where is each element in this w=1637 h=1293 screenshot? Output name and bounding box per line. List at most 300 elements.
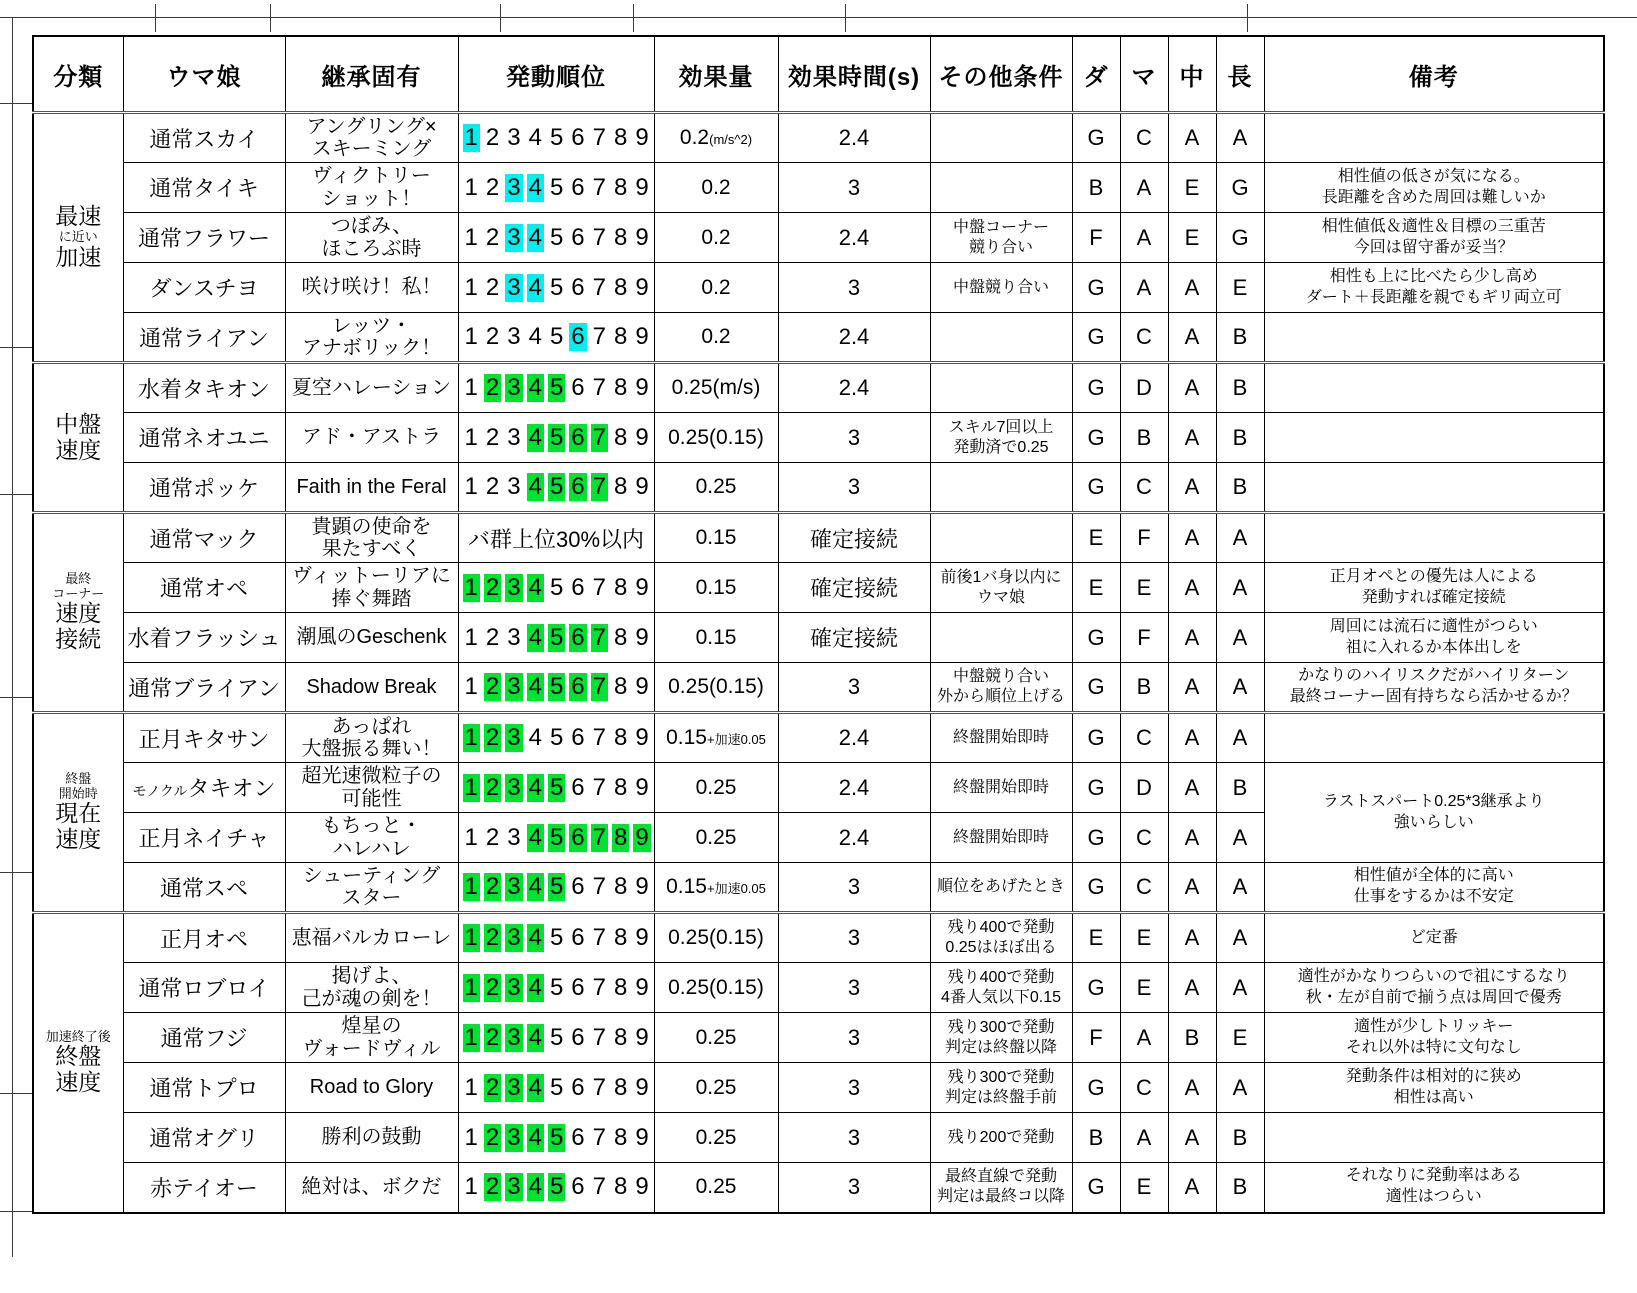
order-digit: 8 (614, 823, 628, 851)
text-part: 0.2 (679, 126, 710, 149)
aptitude-cell: G (1072, 613, 1120, 663)
aptitude-cell: A (1168, 963, 1216, 1013)
aptitude-cell: A (1216, 563, 1264, 613)
aptitude-cell: F (1120, 513, 1168, 563)
activation-order-cell (458, 713, 654, 763)
effect-time-cell: 確定接続 (778, 563, 930, 613)
order-digit: 8 (614, 374, 628, 401)
skill-name-line: シューティング (302, 864, 441, 887)
aptitude-cell: A (1216, 663, 1264, 713)
skill-name-line: 超光速微粒子の (301, 765, 442, 788)
order-digit: 5 (549, 823, 564, 851)
aptitude-cell: F (1072, 213, 1120, 263)
condition-line: 0.25はほぼ出る (945, 939, 1057, 956)
uma-name-cell (123, 413, 285, 463)
order-digit: 8 (614, 173, 628, 201)
order-digit: 3 (507, 623, 521, 651)
order-digit: 9 (635, 124, 649, 151)
text-part: 通常フラワー (137, 226, 270, 251)
order-digit: 5 (549, 623, 564, 651)
table-row (33, 913, 1604, 963)
effect-amount-cell (654, 163, 778, 213)
remark-line: ダート＋長距離を親でもギリ両立可 (1305, 288, 1562, 306)
order-digit: 4 (528, 1173, 542, 1201)
order-digit: 6 (571, 124, 585, 151)
aptitude-cell: B (1216, 1113, 1264, 1163)
condition-cell (930, 713, 1072, 763)
text-part: +加速0.05 (706, 881, 766, 896)
order-digit: 8 (614, 623, 628, 651)
effect-time-cell: 3 (778, 1013, 930, 1063)
text-part: 赤テイオー (150, 1175, 258, 1201)
order-digit: 4 (528, 124, 542, 151)
aptitude-cell: D (1120, 763, 1168, 813)
text-part: 通常マック (149, 526, 259, 552)
order-digit: 3 (507, 673, 521, 700)
group-label-line: 終盤 (65, 771, 92, 787)
skill-name-cell (285, 1013, 458, 1063)
order-digit: 3 (507, 773, 521, 801)
aptitude-cell: A (1168, 413, 1216, 463)
effect-amount-cell (654, 613, 778, 663)
activation-order-cell (458, 663, 654, 713)
column-header: 備考 (1264, 36, 1604, 113)
uma-name-cell (123, 713, 285, 763)
text-part: (m/s^2) (709, 132, 753, 147)
order-digit: 2 (485, 473, 500, 500)
gridline-top (0, 17, 1637, 18)
order-digit: 7 (592, 724, 607, 751)
text-part: 0.25 (695, 1175, 737, 1199)
remark-line: 相性も上に比べたら少し高め (1329, 267, 1538, 285)
uma-name-cell (123, 1163, 285, 1213)
condition-line: 残り400で発動 (947, 968, 1055, 986)
order-digit: 1 (464, 423, 478, 451)
uma-name-cell (123, 1013, 285, 1063)
table-row (33, 863, 1604, 913)
order-text: バ群上位30%以内 (467, 526, 645, 552)
text-part: 0.25 (695, 825, 737, 849)
order-digit: 1 (464, 924, 478, 951)
order-digit: 7 (592, 223, 607, 251)
order-digit: 9 (635, 223, 649, 251)
gridline-left (12, 17, 13, 1257)
order-digit: 9 (635, 573, 649, 601)
remark-cell (1264, 113, 1604, 163)
skill-name-cell (285, 963, 458, 1013)
order-digit: 8 (614, 724, 628, 751)
aptitude-cell: E (1216, 263, 1264, 313)
gridline-tick (0, 494, 32, 495)
order-digit: 7 (592, 423, 607, 451)
uma-name-cell (123, 513, 285, 563)
effect-time-cell: 2.4 (778, 813, 930, 863)
effect-amount-cell (654, 313, 778, 363)
order-digit: 6 (571, 1073, 585, 1101)
order-digit: 2 (485, 823, 500, 851)
condition-cell (930, 413, 1072, 463)
condition-cell (930, 563, 1072, 613)
aptitude-cell: G (1072, 313, 1120, 363)
table-row (33, 563, 1604, 613)
header-row (33, 36, 1604, 113)
effect-amount-cell (654, 513, 778, 563)
effect-time-cell: 3 (778, 463, 930, 513)
activation-order-cell (458, 763, 654, 813)
remark-cell (1264, 563, 1604, 613)
text-part: 通常ネオユニ (138, 426, 270, 451)
activation-order-cell (458, 413, 654, 463)
effect-time-cell: 3 (778, 663, 930, 713)
effect-amount-cell (654, 1163, 778, 1213)
skill-name-line: ショット！ (321, 187, 422, 210)
order-digit: 8 (614, 573, 628, 601)
skill-name-line: もちっと・ (321, 815, 422, 838)
remark-line: 祖に入れるか本体出しを (1345, 638, 1522, 656)
remark-cell (1264, 463, 1604, 513)
order-digit: 6 (571, 773, 585, 801)
text-part: 通常スペ (159, 875, 248, 901)
text-part: 通常トプロ (149, 1076, 259, 1101)
aptitude-cell: C (1120, 463, 1168, 513)
condition-line: 残り200で発動 (947, 1128, 1055, 1146)
skill-name-line: レッツ・ (331, 314, 412, 337)
text-part: タキオン (187, 776, 276, 801)
effect-time-cell: 3 (778, 163, 930, 213)
order-digit: 2 (485, 623, 500, 651)
order-digit: 9 (635, 623, 649, 651)
order-digit: 3 (507, 873, 521, 900)
order-digit: 6 (571, 673, 585, 700)
table-row (33, 413, 1604, 463)
text-part: 通常ブライアン (128, 675, 280, 701)
order-digit: 3 (507, 1123, 521, 1151)
order-digit: 3 (507, 1073, 521, 1101)
group-label-cell (33, 713, 123, 913)
skill-table (32, 35, 1605, 1214)
text-part: 通常フジ (160, 1026, 248, 1051)
order-digit: 5 (549, 124, 564, 151)
remark-cell (1264, 1013, 1604, 1063)
condition-line: 終盤開始即時 (952, 778, 1049, 796)
table-row (33, 313, 1604, 363)
aptitude-cell: B (1216, 413, 1264, 463)
aptitude-cell: G (1072, 813, 1120, 863)
order-digit: 8 (614, 1073, 628, 1101)
text-part: 0.25 (695, 1075, 737, 1099)
order-digit: 5 (549, 973, 564, 1001)
aptitude-cell: A (1216, 513, 1264, 563)
text-part: 通常ライアン (139, 325, 269, 351)
condition-cell (930, 313, 1072, 363)
skill-name-line: ヴィクトリー (312, 165, 431, 188)
column-header: 中 (1168, 36, 1216, 113)
order-digit: 8 (614, 473, 628, 500)
condition-line: 中盤競り合い (952, 278, 1049, 296)
remark-line: ラストスパート0.25*3継承より (1322, 792, 1545, 810)
remark-cell (1264, 713, 1604, 763)
remark-cell (1264, 363, 1604, 413)
remark-cell (1264, 1063, 1604, 1113)
order-digit: 6 (571, 623, 585, 651)
text-part: 正月オペ (159, 926, 248, 952)
skill-name-line: 可能性 (341, 787, 402, 810)
effect-amount-cell (654, 963, 778, 1013)
table-row (33, 463, 1604, 513)
order-digit: 9 (635, 1023, 649, 1051)
remark-line: 秋・左が自前で揃う点は周回で優秀 (1305, 988, 1562, 1006)
text-part: 0.25 (695, 475, 737, 498)
aptitude-cell: E (1072, 563, 1120, 613)
skill-name-cell (285, 213, 458, 263)
skill-name-line: 潮風のGeschenk (296, 626, 447, 649)
skill-name-line: 咲け咲け！私！ (301, 276, 442, 299)
remark-cell (1264, 1113, 1604, 1163)
aptitude-cell: E (1120, 963, 1168, 1013)
gridline-tick (633, 4, 634, 32)
text-part: 0.15 (695, 575, 737, 599)
order-digit: 8 (614, 973, 628, 1001)
column-header: 効果時間(s) (778, 36, 930, 113)
aptitude-cell: G (1072, 963, 1120, 1013)
order-digit: 1 (464, 374, 478, 401)
skill-name-line: Faith in the Feral (296, 475, 447, 498)
group-label-line: 速度 (55, 436, 102, 463)
skill-name-line: 捧ぐ舞踏 (331, 587, 412, 610)
aptitude-cell: A (1120, 213, 1168, 263)
skill-name-line: Shadow Break (306, 675, 437, 698)
remark-line: 周回には流石に適性がつらい (1329, 617, 1538, 635)
aptitude-cell: A (1216, 113, 1264, 163)
order-digit: 1 (464, 823, 478, 851)
order-digit: 7 (592, 623, 607, 651)
aptitude-cell: G (1072, 463, 1120, 513)
condition-cell (930, 763, 1072, 813)
condition-line: 外から順位上げる (936, 688, 1065, 705)
order-digit: 5 (549, 1023, 564, 1051)
order-digit: 9 (635, 173, 649, 201)
order-digit: 5 (549, 724, 564, 751)
condition-line: 中盤コーナー (952, 218, 1049, 236)
remark-line: 相性値の低さが気になる。 (1337, 167, 1530, 185)
condition-cell (930, 213, 1072, 263)
condition-cell (930, 663, 1072, 713)
order-digit: 5 (549, 1073, 564, 1101)
effect-time-cell: 3 (778, 913, 930, 963)
group-label-cell (33, 513, 123, 713)
activation-order-cell (458, 913, 654, 963)
remark-line: 相性値が全体的に高い (1353, 867, 1514, 885)
order-digit: 4 (528, 573, 542, 601)
text-part: 通常タイキ (149, 176, 259, 201)
column-header: 効果量 (654, 36, 778, 113)
effect-time-cell: 3 (778, 863, 930, 913)
aptitude-cell: C (1120, 863, 1168, 913)
remark-line: 適性がかなりつらいので祖にするなり (1297, 967, 1570, 985)
table-row (33, 213, 1604, 263)
remark-line: 相性は高い (1393, 1088, 1474, 1106)
table-row (33, 763, 1604, 813)
text-part: 0.25 (695, 1125, 737, 1149)
table-row (33, 963, 1604, 1013)
order-digit: 3 (507, 924, 521, 951)
text-part: 正月キタサン (138, 726, 270, 752)
order-digit: 5 (549, 223, 564, 251)
order-digit: 2 (485, 323, 500, 350)
order-digit: 4 (528, 173, 542, 201)
order-digit: 4 (528, 973, 542, 1001)
text-part: 0.2 (701, 275, 731, 299)
skill-name-line: あっぱれ (331, 715, 412, 738)
aptitude-cell: G (1072, 663, 1120, 713)
aptitude-cell: C (1120, 1063, 1168, 1113)
order-digit: 8 (614, 773, 628, 801)
order-digit: 1 (464, 673, 478, 700)
column-header: ダ (1072, 36, 1120, 113)
order-digit: 4 (528, 623, 542, 651)
order-digit: 8 (614, 873, 628, 900)
condition-cell (930, 863, 1072, 913)
skill-name-cell (285, 663, 458, 713)
skill-name-line: 煌星の (341, 1015, 402, 1038)
group-label-line: に近い (58, 229, 98, 245)
order-digit: 5 (549, 473, 564, 500)
order-digit: 6 (571, 323, 585, 350)
order-digit: 6 (571, 1123, 585, 1151)
order-digit: 9 (635, 773, 649, 801)
remark-line: それ以外は特に文句なし (1345, 1038, 1522, 1056)
aptitude-cell: G (1072, 263, 1120, 313)
group-label-line: 中盤 (55, 410, 102, 437)
condition-line: 中盤競り合い (952, 668, 1049, 685)
remark-line: 最終コーナー固有持ちなら活かせるか？ (1289, 688, 1578, 705)
aptitude-cell: A (1216, 713, 1264, 763)
text-part: モノクル (132, 783, 188, 799)
remark-line: 長距離を含めた周回は難しいか (1321, 188, 1546, 206)
order-digit: 5 (549, 323, 564, 350)
order-digit: 9 (635, 423, 649, 451)
skill-name-line: 掲げよ、 (331, 965, 412, 988)
uma-name-cell (123, 113, 285, 163)
skill-name-cell (285, 763, 458, 813)
uma-name-cell (123, 763, 285, 813)
text-part: 水着フラッシュ (127, 626, 281, 651)
order-digit: 7 (592, 273, 607, 301)
text-part: ダンスチヨ (149, 276, 259, 301)
order-digit: 2 (485, 173, 500, 201)
aptitude-cell: A (1168, 1113, 1216, 1163)
order-digit: 2 (485, 124, 500, 151)
group-label-line: 速度 (55, 1069, 102, 1096)
aptitude-cell: E (1120, 563, 1168, 613)
aptitude-cell: E (1168, 213, 1216, 263)
activation-order-cell (458, 263, 654, 313)
aptitude-cell: A (1168, 513, 1216, 563)
effect-amount-cell (654, 563, 778, 613)
table-row (33, 613, 1604, 663)
group-label-cell (33, 113, 123, 363)
order-digit: 1 (464, 473, 478, 500)
remark-cell (1264, 663, 1604, 713)
order-digit: 6 (571, 173, 585, 201)
order-digit: 4 (528, 873, 542, 900)
text-part: 0.15 (695, 625, 737, 649)
aptitude-cell: A (1120, 1013, 1168, 1063)
aptitude-cell: A (1120, 1113, 1168, 1163)
aptitude-cell: B (1216, 463, 1264, 513)
table-row (33, 363, 1604, 413)
condition-line: 前後1バ身以内に (940, 568, 1062, 586)
effect-amount-cell (654, 713, 778, 763)
order-digit: 9 (635, 973, 649, 1001)
order-digit: 6 (571, 823, 585, 851)
order-digit: 8 (614, 1123, 628, 1151)
skill-name-line: 果たすべく (321, 538, 422, 560)
effect-amount-cell (654, 813, 778, 863)
aptitude-cell: A (1168, 613, 1216, 663)
effect-amount-cell (654, 263, 778, 313)
order-digit: 4 (528, 273, 542, 301)
text-part: 0.15 (666, 875, 707, 898)
skill-name-line: 絶対は、ボクだ (301, 1176, 442, 1199)
effect-time-cell: 3 (778, 1163, 930, 1213)
condition-line: 競り合い (968, 238, 1033, 256)
skill-name-cell (285, 313, 458, 363)
text-part: 0.25(0.15) (668, 926, 764, 949)
order-digit: 2 (485, 1073, 500, 1101)
group-label-line: コーナー (52, 585, 105, 601)
condition-cell (930, 1063, 1072, 1113)
skill-name-line: ほころぶ時 (321, 237, 422, 260)
remark-cell (1264, 313, 1604, 363)
effect-time-cell: 2.4 (778, 763, 930, 813)
remark-cell (1264, 263, 1604, 313)
gridline-tick (155, 4, 156, 32)
order-digit: 7 (592, 1073, 607, 1101)
skill-name-cell (285, 463, 458, 513)
text-part: 0.25(0.15) (668, 975, 764, 999)
order-digit: 7 (592, 124, 607, 151)
order-digit: 2 (485, 773, 500, 801)
group-label-line: 終盤 (55, 1043, 102, 1070)
gridline-tick (270, 4, 271, 32)
order-digit: 2 (485, 273, 500, 301)
activation-order-cell (458, 613, 654, 663)
aptitude-cell: A (1168, 763, 1216, 813)
effect-time-cell: 確定接続 (778, 613, 930, 663)
order-digit: 7 (592, 374, 607, 401)
aptitude-cell: B (1120, 413, 1168, 463)
order-digit: 3 (507, 573, 521, 601)
skill-name-line: アナボリック！ (301, 337, 442, 359)
effect-time-cell: 2.4 (778, 713, 930, 763)
aptitude-cell: A (1168, 813, 1216, 863)
effect-amount-cell (654, 1063, 778, 1113)
order-digit: 9 (635, 924, 649, 951)
effect-amount-cell (654, 463, 778, 513)
aptitude-cell: C (1120, 113, 1168, 163)
activation-order-cell (458, 513, 654, 563)
remark-cell (1264, 613, 1604, 663)
order-digit: 3 (507, 473, 521, 500)
order-digit: 2 (485, 374, 500, 401)
order-digit: 3 (507, 223, 521, 251)
aptitude-cell: B (1216, 363, 1264, 413)
condition-cell (930, 263, 1072, 313)
effect-time-cell: 2.4 (778, 313, 930, 363)
remark-line: 適性はつらい (1385, 1188, 1482, 1206)
order-digit: 9 (635, 873, 649, 900)
